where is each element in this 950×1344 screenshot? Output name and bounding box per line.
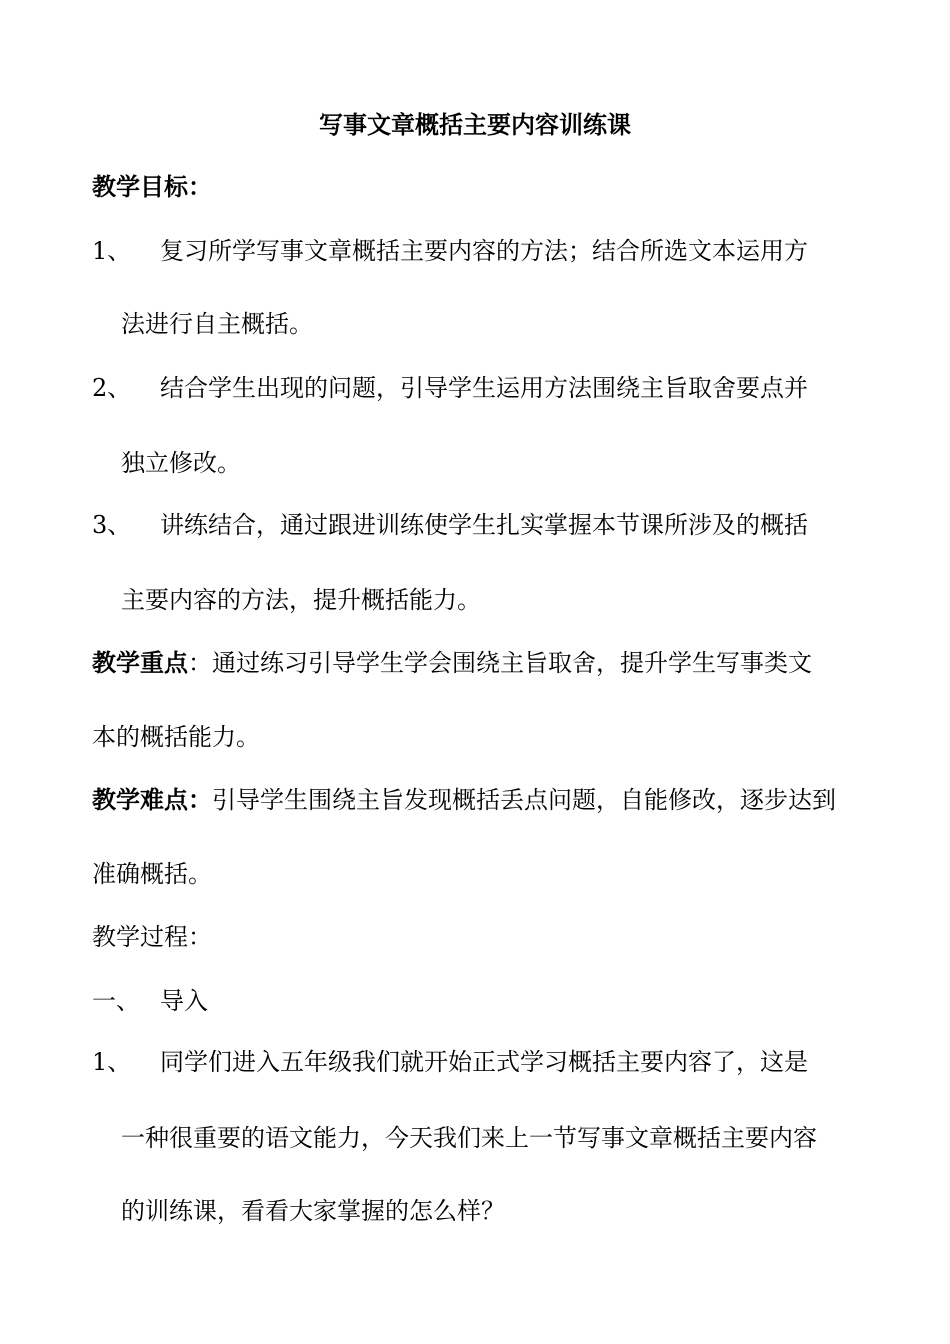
focus-paragraph-cont: 本的概括能力。 [92,723,260,751]
focus-label: 教学重点 [92,648,188,677]
process-heading: 教学过程： [92,923,212,951]
process-item-1 [92,1045,858,1079]
objective-item-1 [92,234,858,268]
section-number: 一、 [92,987,140,1015]
objective-item-1-cont: 法进行自主概括。 [121,310,313,338]
objective-number: 3、 [92,511,132,539]
objective-item-3-cont: 主要内容的方法，提升概括能力。 [121,586,481,614]
process-text: 同学们进入五年级我们就开始正式学习概括主要内容了，这是 [160,1048,808,1076]
process-section-1 [92,984,208,1018]
focus-text: ：通过练习引导学生学会围绕主旨取舍，提升学生写事类文 [188,649,812,677]
objective-text: 讲练结合，通过跟进训练使学生扎实掌握本节课所涉及的概括 [160,511,808,539]
difficulty-paragraph-cont: 准确概括。 [92,860,212,888]
difficulty-label: 教学难点： [92,785,212,814]
process-item-1-cont-2: 的训练课，看看大家掌握的怎么样？ [121,1197,505,1225]
difficulty-paragraph [92,783,836,817]
objective-item-2 [92,371,858,405]
objective-item-3 [92,508,858,542]
objective-item-2-cont: 独立修改。 [121,449,241,477]
section-title: 导入 [160,987,208,1015]
process-number: 1、 [92,1048,132,1076]
difficulty-text: 引导学生围绕主旨发现概括丢点问题，自能修改，逐步达到 [212,786,836,814]
focus-paragraph [92,646,812,680]
objective-text: 复习所学写事文章概括主要内容的方法；结合所选文本运用方 [160,237,808,265]
document-title: 写事文章概括主要内容训练课 [319,110,631,139]
objective-text: 结合学生出现的问题，引导学生运用方法围绕主旨取舍要点并 [160,374,808,402]
process-item-1-cont-1: 一种很重要的语文能力，今天我们来上一节写事文章概括主要内容 [121,1124,817,1152]
objectives-heading: 教学目标： [92,172,212,201]
objective-number: 1、 [92,237,132,265]
objective-number: 2、 [92,374,132,402]
